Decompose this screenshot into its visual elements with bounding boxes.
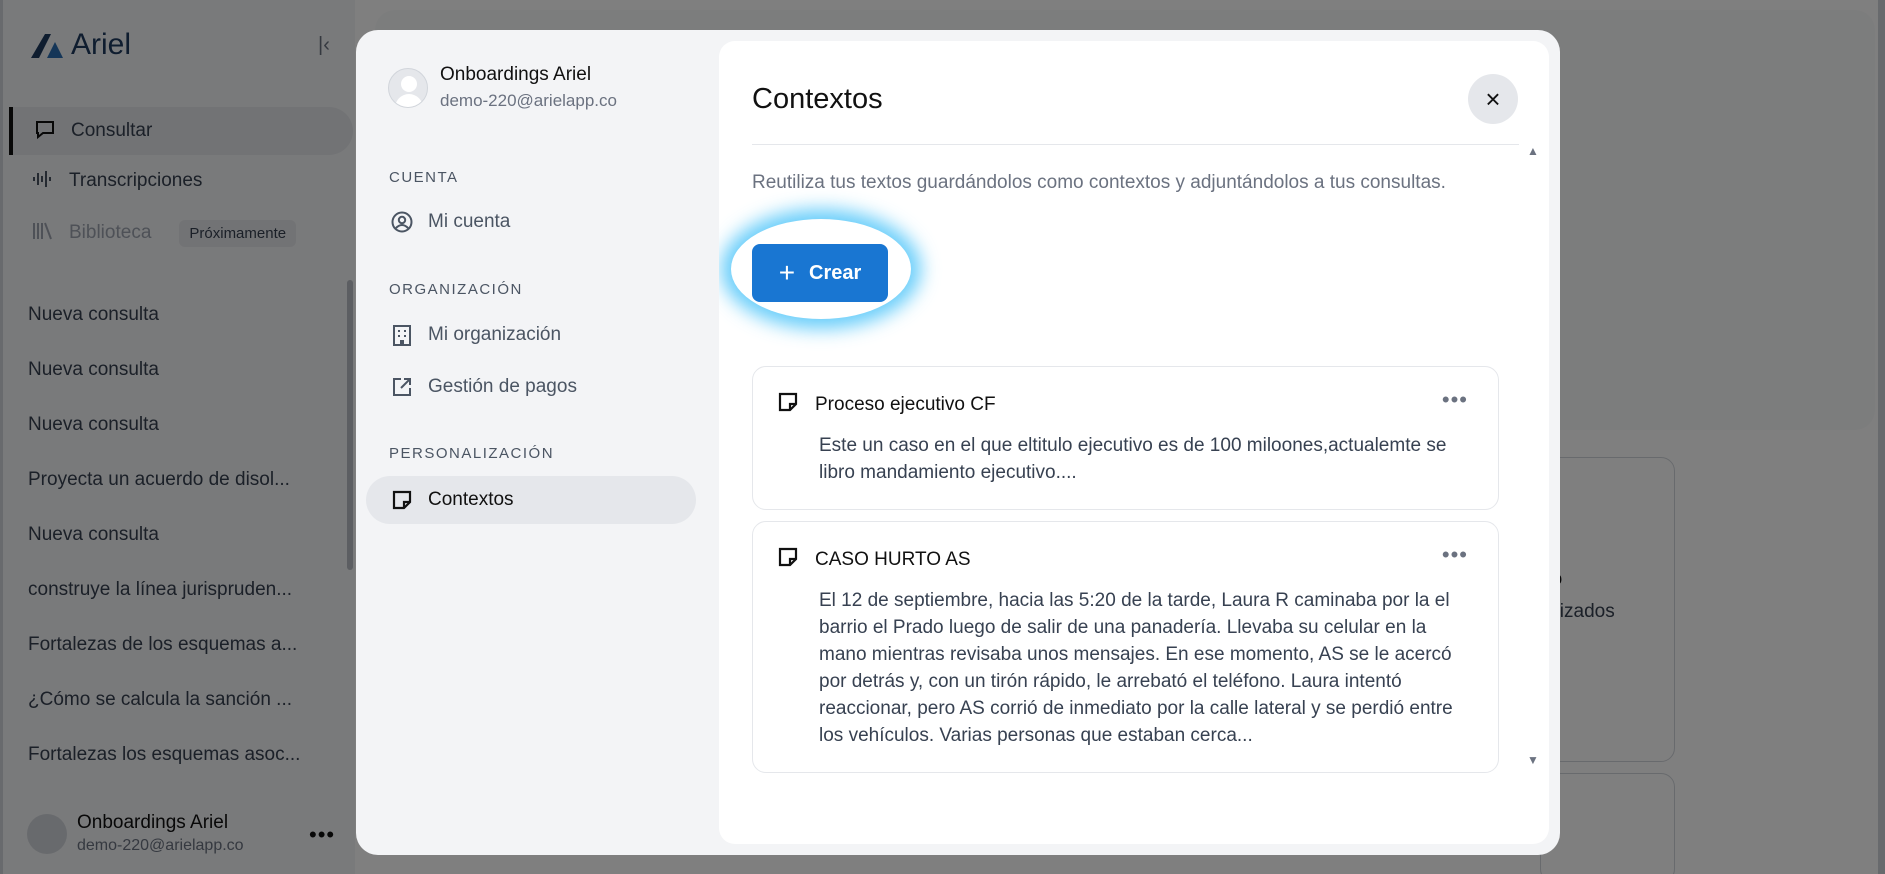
user-email: demo-220@arielapp.co xyxy=(440,91,617,110)
user-name: Onboardings Ariel xyxy=(440,64,592,85)
close-icon: × xyxy=(1485,83,1501,114)
avatar xyxy=(388,68,428,108)
contexts-panel xyxy=(719,41,1549,844)
menu-item-my-account[interactable] xyxy=(366,198,696,246)
menu-item-payments[interactable] xyxy=(366,363,696,411)
user-circle-icon xyxy=(390,211,414,233)
create-context-button[interactable] xyxy=(752,244,888,302)
create-button-label: Crear xyxy=(809,261,862,284)
sticky-note-icon xyxy=(777,546,799,573)
sticky-note-icon xyxy=(777,391,799,418)
more-options-icon[interactable]: ••• xyxy=(1441,542,1468,567)
menu-item-label: Gestión de pagos xyxy=(428,376,577,397)
panel-description: Reutiliza tus textos guardándolos como contextos y adjuntándolos a tus consultas. xyxy=(752,172,1446,193)
section-label-organization: ORGANIZACIÓN xyxy=(389,281,523,298)
context-title: Proceso ejecutivo CF xyxy=(815,393,996,415)
section-label-account: CUENTA xyxy=(389,169,459,186)
menu-item-label: Mi organización xyxy=(428,324,562,345)
context-header xyxy=(777,391,996,418)
menu-item-label: Contextos xyxy=(428,489,514,510)
divider xyxy=(752,144,1519,145)
menu-item-label: Mi cuenta xyxy=(428,211,511,232)
building-icon xyxy=(390,324,414,346)
more-options-icon[interactable]: ••• xyxy=(1441,387,1468,412)
sticky-note-icon xyxy=(390,489,414,511)
settings-modal xyxy=(356,30,1560,855)
scroll-up-icon[interactable]: ▲ xyxy=(1527,144,1539,158)
scroll-down-icon[interactable]: ▼ xyxy=(1527,753,1539,767)
context-title: CASO HURTO AS xyxy=(815,548,971,570)
context-card[interactable] xyxy=(752,521,1499,773)
context-card[interactable] xyxy=(752,366,1499,510)
close-button[interactable] xyxy=(1468,74,1518,124)
plus-icon: + xyxy=(778,257,796,288)
page-title: Contextos xyxy=(752,83,883,115)
context-body: Este un caso en el que eltitulo ejecutivo es de 100 miloones,actualemte se libro mandamiento ejecutivo.... xyxy=(819,435,1447,483)
modal-user xyxy=(388,64,617,111)
menu-item-my-organization[interactable] xyxy=(366,311,696,359)
external-link-icon xyxy=(390,376,414,398)
section-label-personalization: PERSONALIZACIÓN xyxy=(389,445,555,462)
context-body: El 12 de septiembre, hacia las 5:20 de la tarde, Laura R caminaba por la el barrio el Prado luego de salir de una panadería. Llevaba su celular en la mano mientras revisaba unos mensajes. En ese momento, AS se le acercó por detrás y, con un tirón rápido, le arrebató el teléfono. Laura intentó reaccionar, pero AS corrió de inmediato por la calle lateral y se perdió entre los vehículos. Varias personas que estaban cerca... xyxy=(819,590,1453,746)
menu-item-contexts[interactable] xyxy=(366,476,696,524)
context-header xyxy=(777,546,971,573)
